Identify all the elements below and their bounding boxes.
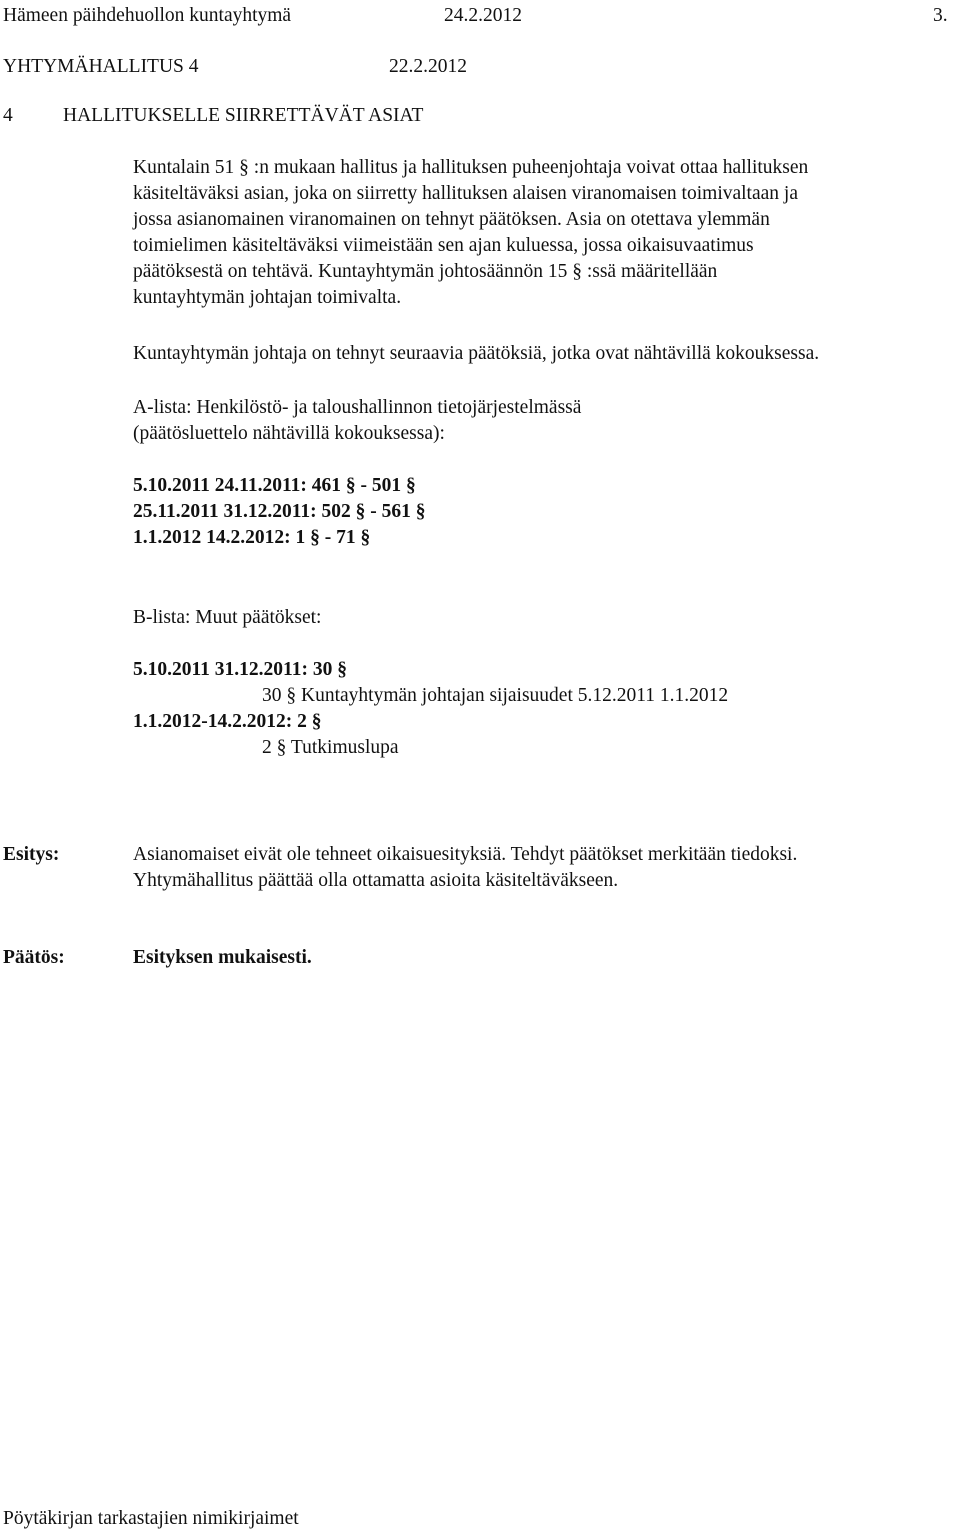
b-list-title: B-lista: Muut päätökset: bbox=[133, 607, 322, 628]
proposal-line: Yhtymähallitus päättää olla ottamatta asioita käsiteltäväkseen. bbox=[133, 870, 619, 891]
b-list-period: 5.10.2011 31.12.2011: 30 § bbox=[133, 659, 347, 680]
a-list-title bbox=[133, 395, 948, 447]
a-list-entry: 25.11.2011 31.12.2011: 502 § - 561 § bbox=[133, 501, 426, 522]
proposal-text bbox=[133, 842, 948, 894]
section-number: 4 bbox=[3, 105, 13, 126]
intro-line: käsiteltäväksi asian, joka on siirretty hallituksen alaisen viranomaisen toimivaltaan ja bbox=[133, 183, 798, 204]
document-date: 24.2.2012 bbox=[444, 5, 522, 26]
proposal-label: Esitys: bbox=[3, 844, 60, 865]
intro-line: toimielimen käsiteltäväksi viimeistään sen ajan kuluessa, jossa oikaisuvaatimus bbox=[133, 235, 754, 256]
a-list-entry: 1.1.2012 14.2.2012: 1 § - 71 § bbox=[133, 527, 371, 548]
decisions-statement: Kuntayhtymän johtaja on tehnyt seuraavia päätöksiä, jotka ovat nähtävillä kokouksessa. bbox=[133, 343, 820, 364]
intro-paragraph bbox=[133, 155, 948, 311]
intro-line: Kuntalain 51 § :n mukaan hallitus ja hallituksen puheenjohtaja voivat ottaa hallituksen bbox=[133, 157, 809, 178]
b-list-item: 2 § Tutkimuslupa bbox=[262, 737, 399, 758]
proposal-line: Asianomaiset eivät ole tehneet oikaisuesityksiä. Tehdyt päätökset merkitään tiedoksi. bbox=[133, 844, 798, 865]
section-title: HALLITUKSELLE SIIRRETTÄVÄT ASIAT bbox=[63, 105, 424, 126]
page-number: 3. bbox=[933, 5, 948, 26]
meeting-title: YHTYMÄHALLITUS 4 bbox=[3, 56, 199, 77]
a-list-entries bbox=[133, 473, 948, 551]
a-list-title-line: (päätösluettelo nähtävillä kokouksessa): bbox=[133, 423, 445, 444]
a-list-title-line: A-lista: Henkilöstö- ja taloushallinnon tietojärjestelmässä bbox=[133, 397, 582, 418]
meeting-date: 22.2.2012 bbox=[389, 56, 467, 77]
intro-line: kuntayhtymän johtajan toimivalta. bbox=[133, 287, 402, 308]
intro-line: jossa asianomainen viranomainen on tehnyt päätöksen. Asia on otettava ylemmän bbox=[133, 209, 770, 230]
decision-label: Päätös: bbox=[3, 947, 65, 968]
b-list-period: 1.1.2012-14.2.2012: 2 § bbox=[133, 711, 322, 732]
footer-initials-label: Pöytäkirjan tarkastajien nimikirjaimet bbox=[3, 1508, 299, 1529]
decision-text: Esityksen mukaisesti. bbox=[133, 947, 312, 968]
a-list-entry: 5.10.2011 24.11.2011: 461 § - 501 § bbox=[133, 475, 416, 496]
b-list-item: 30 § Kuntayhtymän johtajan sijaisuudet 5.12.2011 1.1.2012 bbox=[262, 685, 729, 706]
intro-line: päätöksestä on tehtävä. Kuntayhtymän johtosäännön 15 § :ssä määritellään bbox=[133, 261, 718, 282]
organization-name: Hämeen päihdehuollon kuntayhtymä bbox=[3, 5, 292, 26]
